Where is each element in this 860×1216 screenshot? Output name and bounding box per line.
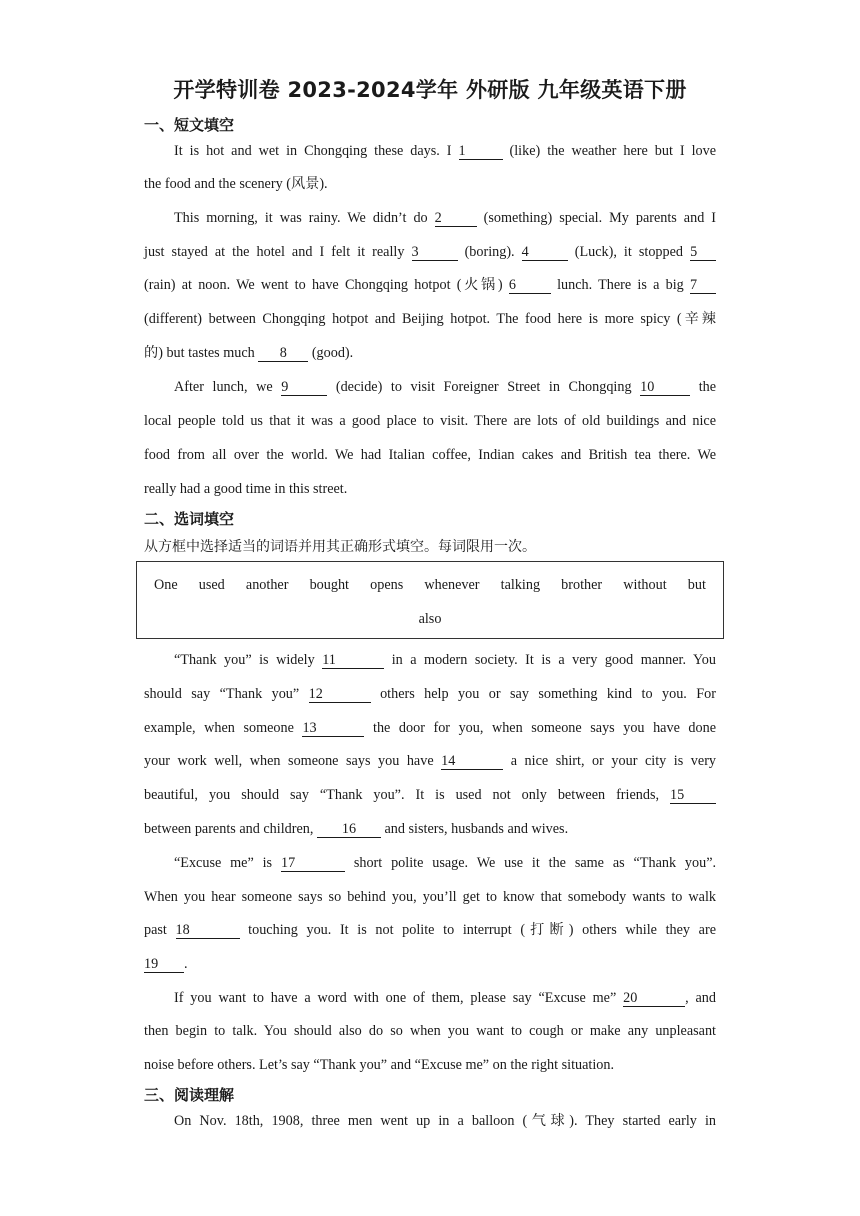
answer-blank-13[interactable]: 13: [302, 720, 364, 737]
passage2-line: “Thank you” is widely 11 in a modern society. It is a very good manner. You: [174, 652, 716, 668]
passage2-line: between parents and children, 16 and sisters, husbands and wives.: [144, 821, 569, 837]
answer-blank-14[interactable]: 14: [441, 753, 503, 770]
answer-blank-19[interactable]: 19: [144, 956, 184, 973]
answer-blank-10[interactable]: 10: [640, 379, 690, 396]
passage1-line: After lunch, we 9 (decide) to visit Foreigner Street in Chongqing 10 the: [174, 379, 717, 395]
answer-blank-20[interactable]: 20: [623, 990, 685, 1007]
passage1-line: just stayed at the hotel and I felt it really 3 (boring). 4 (Luck), it stopped 5: [144, 243, 716, 261]
answer-blank-6[interactable]: 6: [509, 277, 551, 294]
passage2-line: 19 .: [144, 956, 188, 972]
passage2-line: beautiful, you should say “Thank you”. It is used not only between friends, 15: [144, 786, 716, 804]
passage1-line: food from all over the world. We had Italian coffee, Indian cakes and British tea there. We: [144, 447, 716, 463]
passage1-line: This morning, it was rainy. We didn’t do 2 (something) special. My parents and I: [174, 210, 717, 226]
word-bank-item: but: [687, 577, 706, 593]
word-bank-box: [136, 561, 724, 639]
word-bank-row: [154, 577, 706, 594]
word-bank-item: another: [245, 577, 289, 593]
passage1-line: It is hot and wet in Chongqing these days. I 1 (like) the weather here but I love: [174, 143, 716, 159]
answer-blank-16[interactable]: 16: [317, 821, 381, 838]
answer-blank-8[interactable]: 8: [258, 345, 308, 362]
section-heading-1: 一、短文填空: [144, 116, 235, 134]
word-bank-item: whenever: [424, 577, 480, 593]
word-bank-item: talking: [500, 577, 541, 593]
answer-blank-7[interactable]: 7: [690, 277, 716, 294]
answer-blank-5[interactable]: 5: [690, 244, 716, 261]
answer-blank-15[interactable]: 15: [670, 787, 716, 804]
passage2-line: If you want to have a word with one of them, please say “Excuse me” 20 , and: [174, 990, 716, 1006]
passage1-line: 的) but tastes much 8 (good).: [144, 345, 354, 361]
answer-blank-11[interactable]: 11: [322, 652, 384, 669]
passage2-line: example, when someone 13 the door for you, when someone says you have done: [144, 720, 717, 736]
passage1-line: (rain) at noon. We went to have Chongqing hotpot (火锅) 6 lunch. There is a big 7: [144, 276, 716, 294]
word-bank-item: without: [623, 577, 667, 593]
answer-blank-1[interactable]: 1: [459, 143, 503, 160]
answer-blank-3[interactable]: 3: [412, 244, 458, 261]
answer-blank-9[interactable]: 9: [281, 379, 327, 396]
answer-blank-17[interactable]: 17: [281, 855, 345, 872]
passage2-line: your work well, when someone says you have 14 a nice shirt, or your city is very: [144, 753, 717, 769]
passage2-line: noise before others. Let’s say “Thank you” and “Excuse me” on the right situation.: [144, 1057, 615, 1073]
word-bank-item: One: [154, 577, 178, 593]
passage1-line: the food and the scenery (风景).: [144, 176, 328, 192]
word-bank-item: also: [418, 611, 442, 627]
word-bank-item: opens: [370, 577, 404, 593]
passage1-line: (different) between Chongqing hotpot and Beijing hotpot. The food here is more spicy (辛辣: [144, 311, 716, 327]
word-bank-item: used: [198, 577, 225, 593]
answer-blank-18[interactable]: 18: [176, 922, 240, 939]
word-bank-item: brother: [561, 577, 603, 593]
page-title: 开学特训卷 2023-2024学年 外研版 九年级英语下册: [173, 78, 687, 102]
answer-blank-2[interactable]: 2: [435, 210, 477, 227]
passage2-line: When you hear someone says so behind you, you’ll get to know that somebody wants to walk: [144, 889, 716, 905]
passage2-line: then begin to talk. You should also do so when you want to cough or make any unpleasant: [144, 1023, 716, 1039]
answer-blank-12[interactable]: 12: [309, 686, 371, 703]
passage2-line: should say “Thank you” 12 others help you or say something kind to you. For: [144, 686, 716, 702]
passage2-line: past 18 touching you. It is not polite to interrupt (打断) others while they are: [144, 922, 717, 938]
passage1-line: really had a good time in this street.: [144, 481, 348, 497]
section-heading-3: 三、阅读理解: [144, 1086, 235, 1104]
passage1-line: local people told us that it was a good place to visit. There are lots of old buildings and nice: [144, 413, 716, 429]
word-bank-item: bought: [309, 577, 349, 593]
passage2-line: “Excuse me” is 17 short polite usage. We use it the same as “Thank you”.: [174, 855, 717, 871]
answer-blank-4[interactable]: 4: [522, 244, 568, 261]
instruction-text: 从方框中选择适当的词语并用其正确形式填空。每词限用一次。: [144, 539, 536, 555]
section-heading-2: 二、选词填空: [144, 510, 235, 528]
passage3-line: On Nov. 18th, 1908, three men went up in a balloon (气球). They started early in: [174, 1113, 716, 1129]
